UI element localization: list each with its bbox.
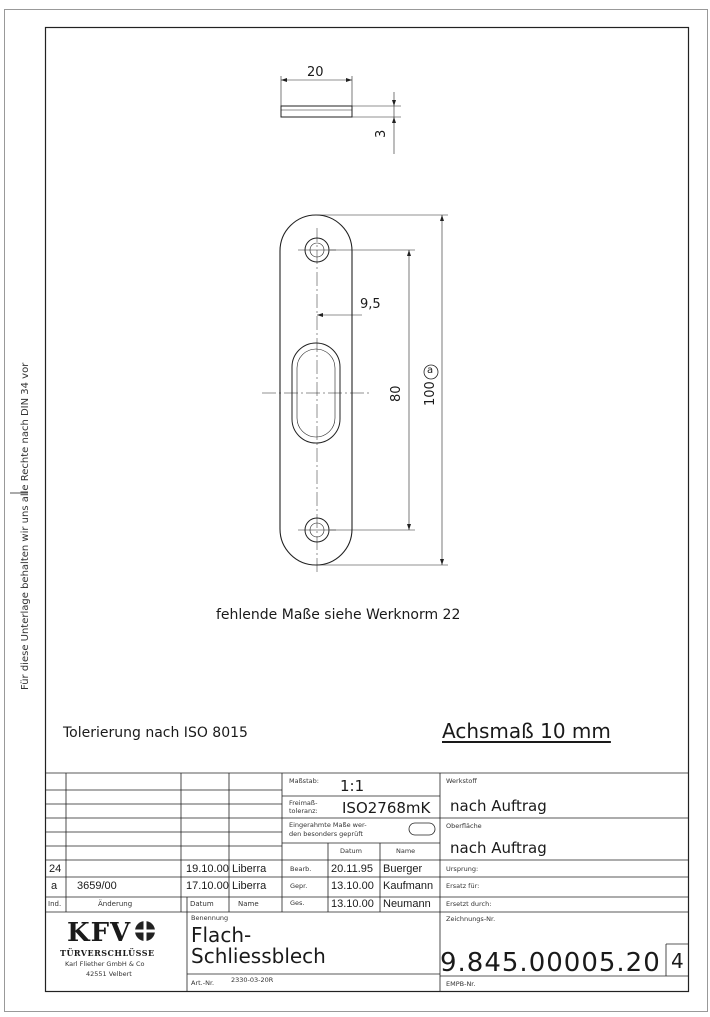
top-view — [281, 76, 401, 154]
company-name: Karl Fliether GmbH & Co — [65, 960, 145, 968]
ges-label: Ges. — [290, 899, 305, 907]
material-label: Werkstoff — [446, 777, 477, 785]
framed-note-2: den besonders geprüft — [289, 830, 363, 838]
designation-line-2: Schliessblech — [191, 944, 326, 968]
rev1-date: 19.10.00 — [186, 863, 229, 875]
rev2-change: 3659/00 — [77, 880, 117, 892]
inner-border — [46, 28, 689, 992]
dim-thickness: 3 — [374, 129, 389, 138]
designation-line-1: Flach- — [191, 923, 252, 947]
bearb-label: Bearb. — [290, 865, 312, 873]
drawing-number: 9.845.00005.20 — [440, 948, 661, 978]
outer-frame — [5, 10, 708, 1012]
empb-label: EMPB-Nr. — [446, 980, 476, 988]
dim-length-mark: a — [427, 365, 434, 376]
drawing-number-label: Zeichnungs-Nr. — [446, 915, 496, 923]
rev1-name: Liberra — [232, 863, 267, 875]
rev2-index: a — [51, 880, 58, 892]
free-tolerance-label-2: toleranz: — [289, 807, 318, 815]
free-tolerance-value: ISO2768mK — [342, 799, 431, 817]
dim-offset: 9,5 — [360, 297, 381, 312]
scale-label: Maßstab: — [289, 777, 319, 785]
dim-width: 20 — [307, 65, 324, 80]
sheet-index: 4 — [671, 949, 684, 973]
col-date-header: Datum — [340, 847, 362, 855]
logo-subtitle: TÜRVERSCHLÜSSE — [60, 948, 155, 958]
rev2-name: Liberra — [232, 880, 267, 892]
framed-note-1: Eingerahmte Maße wer- — [289, 821, 367, 829]
note-missing-dimensions: fehlende Maße siehe Werknorm 22 — [216, 607, 461, 623]
article-number: 2330-03-20R — [231, 976, 274, 984]
rev-header-name: Name — [238, 900, 259, 908]
dim-hole-spacing: 80 — [389, 385, 404, 402]
rev-header-index: Ind. — [48, 900, 62, 908]
replacement-for-label: Ersatz für: — [446, 882, 480, 890]
material-value: nach Auftrag — [450, 797, 547, 815]
ges-name: Neumann — [383, 898, 431, 910]
surface-label: Oberfläche — [446, 822, 482, 830]
logo-wordmark: KFV — [67, 918, 132, 948]
article-number-label: Art.-Nr. — [191, 979, 215, 987]
surface-value: nach Auftrag — [450, 839, 547, 857]
col-name-header: Name — [396, 847, 416, 855]
dim-length: 100 — [423, 381, 438, 406]
rev2-date: 17.10.00 — [186, 880, 229, 892]
bearb-name: Buerger — [383, 863, 423, 875]
note-axis-distance: Achsmaß 10 mm — [442, 719, 611, 743]
gepr-name: Kaufmann — [383, 880, 434, 892]
origin-label: Ursprung: — [446, 865, 479, 873]
gepr-date: 13.10.00 — [331, 880, 374, 892]
company-city: 42551 Velbert — [86, 970, 132, 978]
free-tolerance-label-1: Freimaß- — [289, 799, 318, 807]
rev-header-change: Änderung — [98, 900, 133, 908]
scale-value: 1:1 — [340, 777, 365, 795]
rev1-index: 24 — [49, 863, 62, 875]
logo-emblem-icon — [134, 920, 156, 942]
bearb-date: 20.11.95 — [331, 863, 374, 875]
gepr-label: Gepr. — [290, 882, 308, 890]
note-tolerance: Tolerierung nach ISO 8015 — [63, 725, 248, 741]
copyright-note: Für diese Unterlage behalten wir uns alle Rechte nach DIN 34 vor — [20, 362, 31, 690]
designation-label: Benennung — [191, 914, 229, 922]
replaced-by-label: Ersetzt durch: — [446, 900, 492, 908]
front-view — [262, 215, 372, 572]
rev-header-date: Datum — [190, 900, 214, 908]
ges-date: 13.10.00 — [331, 898, 374, 910]
